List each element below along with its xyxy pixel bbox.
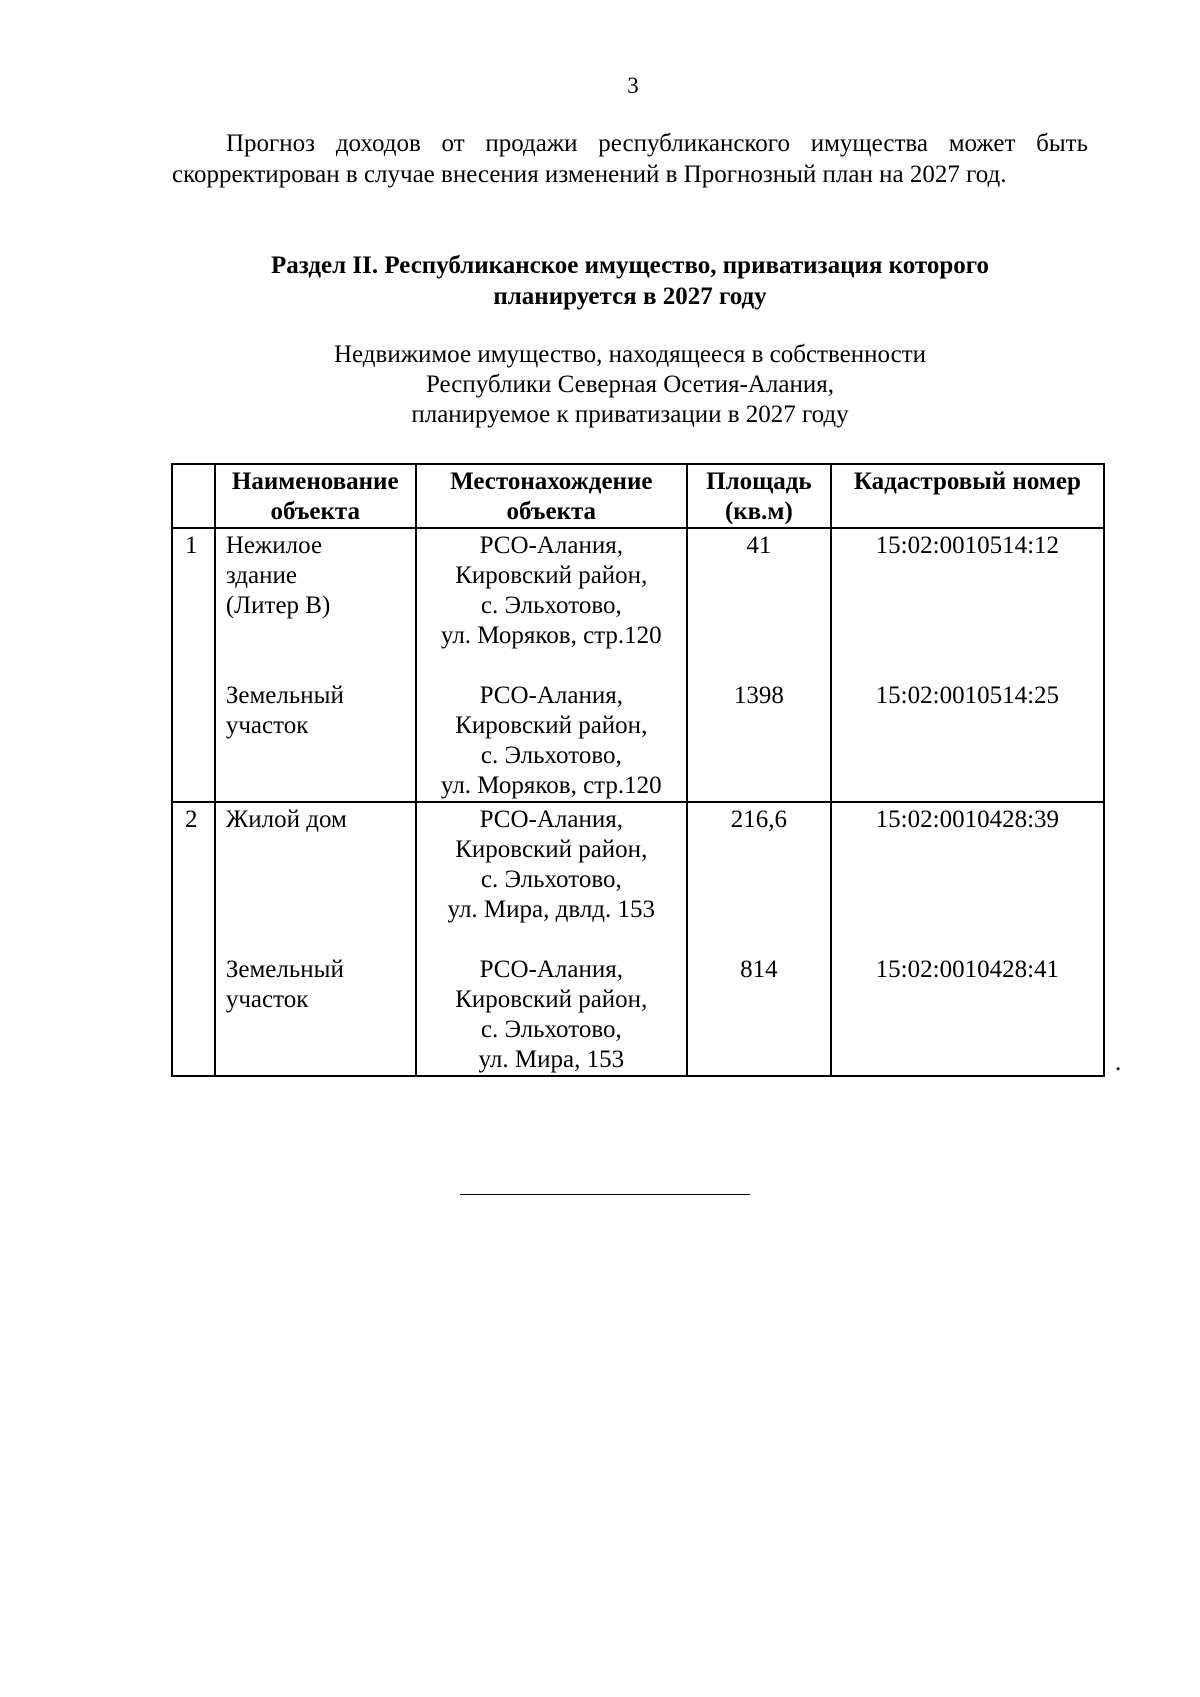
section-title <box>172 250 1088 312</box>
header-area: Площадь (кв.м) <box>687 464 831 528</box>
table-row <box>172 528 1104 802</box>
object-name-line: Нежилое <box>225 532 323 559</box>
object-location-line: с. Эльхотово, <box>480 866 622 893</box>
object-location-cell <box>416 528 687 802</box>
object-area <box>688 679 830 801</box>
object-area-value: 814 <box>740 956 778 983</box>
object-location <box>417 529 686 679</box>
intro-paragraph: Прогноз доходов от продажи республиканского имущества может быть скорректирован в случае внесения изменений в Прогнозный план на 2027 год. <box>172 130 1088 188</box>
object-cadastral-number-value: 15:02:0010428:39 <box>875 806 1060 833</box>
object-name-line: (Литер В) <box>225 592 331 619</box>
header-cadastral: Кадастровый номер <box>831 464 1104 528</box>
object-cadastral-number <box>832 679 1103 801</box>
page-number: 3 <box>627 73 639 98</box>
object-cadastral-number-cell <box>831 528 1104 802</box>
object-cadastral-number-value: 15:02:0010514:25 <box>875 682 1060 709</box>
object-area <box>688 529 830 679</box>
table-subtitle <box>172 340 1088 430</box>
row-number: 1 <box>172 528 215 802</box>
object-area <box>688 953 830 1075</box>
object-name-line: участок <box>225 712 309 739</box>
object-location <box>417 953 686 1075</box>
object-location-line: с. Эльхотово, <box>480 592 622 619</box>
object-cadastral-number-value: 15:02:0010514:12 <box>875 532 1060 559</box>
object-location-line: РСО-Алания, <box>479 532 623 559</box>
object-name-cell <box>215 528 416 802</box>
object-name-cell <box>215 802 416 1076</box>
object-name-line: участок <box>225 986 309 1013</box>
object-location-line: Кировский район, <box>455 986 648 1013</box>
object-name <box>216 953 415 1075</box>
object-location-line: ул. Моряков, стр.120 <box>440 622 662 649</box>
object-location-line: Кировский район, <box>455 712 648 739</box>
object-area-value: 1398 <box>733 682 784 709</box>
object-location <box>417 803 686 953</box>
object-area <box>688 803 830 953</box>
end-separator <box>460 1194 750 1195</box>
object-cadastral-number <box>832 953 1103 1075</box>
object-location-line: РСО-Алания, <box>479 682 623 709</box>
table-row <box>172 802 1104 1076</box>
object-location-line: Кировский район, <box>455 562 648 589</box>
section-title-line-1: Раздел II. Республиканское имущество, приватизация которого <box>271 252 989 279</box>
object-area-value: 41 <box>746 532 772 559</box>
object-cadastral-number <box>832 529 1103 679</box>
object-location-line: Кировский район, <box>455 836 648 863</box>
subtitle-line-1: Недвижимое имущество, находящееся в собственности <box>333 341 927 368</box>
object-location-line: ул. Моряков, стр.120 <box>440 772 662 799</box>
object-location-line: РСО-Алания, <box>479 806 623 833</box>
object-location-line: ул. Мира, 153 <box>478 1046 625 1073</box>
object-location-line: с. Эльхотово, <box>480 1016 622 1043</box>
subtitle-line-3: планируемое к приватизации в 2027 году <box>411 401 849 428</box>
object-name <box>216 679 415 801</box>
object-location-cell <box>416 802 687 1076</box>
object-area-value: 216,6 <box>730 806 787 833</box>
table-header-row <box>172 464 1104 528</box>
object-location-line: РСО-Алания, <box>479 956 623 983</box>
object-name <box>216 803 415 953</box>
object-area-cell <box>687 802 831 1076</box>
object-location-line: ул. Мира, двлд. 153 <box>447 896 656 923</box>
object-name-line: Земельный <box>225 956 344 983</box>
header-name: Наименование объекта <box>215 464 416 528</box>
object-name <box>216 529 415 679</box>
header-location: Местонахождение объекта <box>416 464 687 528</box>
object-location <box>417 679 686 801</box>
object-cadastral-number <box>832 803 1103 953</box>
property-table <box>171 463 1105 1077</box>
object-name-line: Земельный <box>225 682 344 709</box>
object-area-cell <box>687 528 831 802</box>
object-location-line: с. Эльхотово, <box>480 742 622 769</box>
subtitle-line-2: Республики Северная Осетия-Алания, <box>425 371 835 398</box>
object-name-line: Жилой дом <box>225 806 347 833</box>
object-cadastral-number-cell <box>831 802 1104 1076</box>
object-name-line: здание <box>225 562 297 589</box>
trailing-mark: . <box>1115 1049 1122 1076</box>
object-cadastral-number-value: 15:02:0010428:41 <box>875 956 1060 983</box>
row-number: 2 <box>172 802 215 1076</box>
table-body <box>172 528 1104 1076</box>
header-number <box>172 464 215 528</box>
section-title-line-2: планируется в 2027 году <box>493 283 767 310</box>
